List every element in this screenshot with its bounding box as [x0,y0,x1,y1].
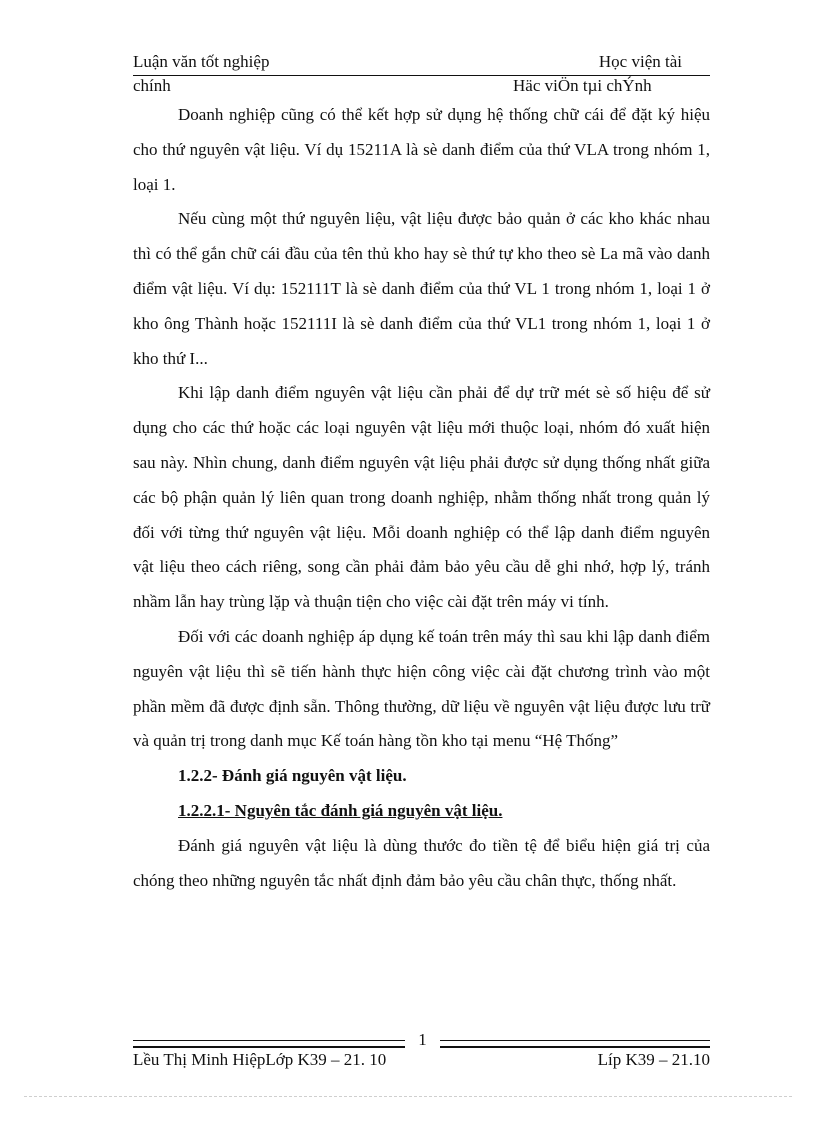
section-heading: 1.2.2- Đánh giá nguyên vật liệu. [178,766,407,786]
header-wrap-text: chính [133,76,171,95]
paragraph: Nếu cùng một thứ nguyên liệu, vật liệu được bảo quản ở các kho khác nhau thì có thể gắn chữ cái đầu của tên thủ kho hay sè thứ tự kho theo sè La mã vào danh điểm vật liệu. Ví dụ: 152111T là sè danh điểm của thứ VL 1 trong nhóm 1, loại 1 ở kho ông Thành hoặc 152111I là sè danh điểm của thứ VL1 trong nhóm 1, loại 1 ở kho thứ I... [133,209,710,368]
paragraph: Doanh nghiệp cũng có thể kết hợp sử dụng hệ thống chữ cái để đặt ký hiệu cho thứ nguyên vật liệu. Ví dụ 15211A là sè danh điểm của thứ VLA trong nhóm 1, loại 1. [133,105,710,194]
paragraph: Đối với các doanh nghiệp áp dụng kế toán trên máy thì sau khi lập danh điểm nguyên vật liệu thì sẽ tiến hành thực hiện công việc cài đặt chương trình vào một phần mềm đã được định sẵn. Thông thường, dữ liệu về nguyên vật liệu được lưu trữ và quản trị trong danh mục Kế toán hàng tồn kho tại menu “Hệ Thống” [133,626,710,751]
footer-rule-right [440,1040,710,1048]
page-header-top [133,52,710,76]
header-institution: Học viện tài [598,52,682,71]
subsection-heading: 1.2.2.1- Nguyên tắc đánh giá nguyên vật liệu. [178,800,503,820]
page-header-bottom [133,76,710,98]
paragraph: Đánh giá nguyên vật liệu là dùng thước đo tiền tệ để biểu hiện giá trị của chóng theo những nguyên tắc nhất định đảm bảo yêu cầu chân thực, thống nhất. [133,835,710,890]
page-number: 1 [418,1030,427,1049]
document-body [133,98,710,898]
header-garbled-text: Häc viÖn tµi chÝnh [513,76,652,95]
footer-class: Líp K39 – 21.10 [597,1050,710,1069]
page-footer [133,1050,710,1074]
paragraph: Khi lập danh điểm nguyên vật liệu cần phải để dự trữ mét sè số hiệu để sử dụng cho các thứ hoặc các loại nguyên vật liệu mới thuộc loại, nhóm đó xuất hiện sau này. Nhìn chung, danh điểm nguyên vật liệu phải được sử dụng thống nhất giữa các bộ phận quản lý liên quan trong doanh nghiệp, nhằm thống nhất trong quản lý đối với từng thứ nguyên vật liệu. Mỗi doanh nghiệp có thể lập danh điểm nguyên vật liệu theo cách riêng, song cần phải đảm bảo yêu cầu dễ ghi nhớ, hợp lý, tránh nhầm lẫn hay trùng lặp và thuận tiện cho việc cài đặt trên máy vi tính. [133,383,710,612]
page-break-line [24,1096,792,1097]
header-thesis-label: Luận văn tốt nghiệp [133,52,270,71]
footer-rule-left [133,1040,405,1048]
footer-author: Lều Thị Minh HiệpLớp K39 – 21. 10 [133,1050,387,1069]
